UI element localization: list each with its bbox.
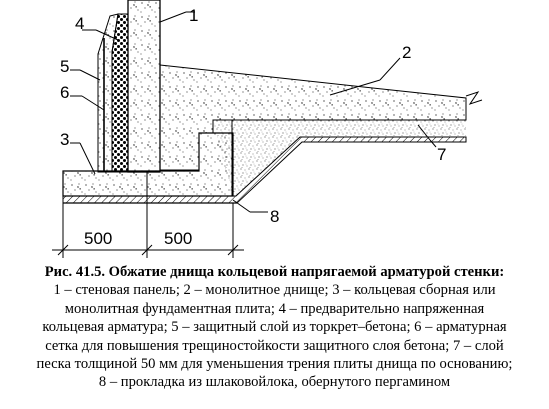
caption-line: песка толщиной 50 мм для уменьшения трения плиты днища по основанию; — [36, 356, 513, 373]
caption-line: монолитная фундаментная плита; 4 – предварительно напряженная — [64, 300, 485, 317]
callout-3: 3 — [60, 130, 70, 149]
dimension-left: 500 — [84, 229, 113, 248]
callout-8: 8 — [270, 207, 280, 226]
callout-2: 2 — [402, 43, 412, 62]
figure-caption — [6, 263, 543, 392]
caption-line: 1 – стеновая панель; 2 – монолитное днище; 3 – кольцевая сборная или — [53, 282, 496, 299]
callout-1: 1 — [189, 6, 199, 25]
callout-5: 5 — [60, 57, 70, 76]
caption-title: Рис. 41.5. Обжатие днища кольцевой напрягаемой арматурой стенки: — [44, 264, 505, 280]
dimension-right: 500 — [164, 229, 193, 248]
caption-line: кольцевая арматура; 5 – защитный слой из торкрет–бетона; 6 – арматурная — [42, 319, 507, 336]
caption-line: сетка для повышения трещиностойкости защитного слоя бетона; 7 – слой — [45, 337, 504, 354]
wall-panel — [128, 0, 160, 172]
caption-line: 8 – прокладка из шлаковойлока, обернутого пергамином — [98, 374, 451, 391]
callout-7: 7 — [437, 145, 447, 164]
callout-6: 6 — [60, 83, 70, 102]
callout-4: 4 — [75, 14, 85, 33]
